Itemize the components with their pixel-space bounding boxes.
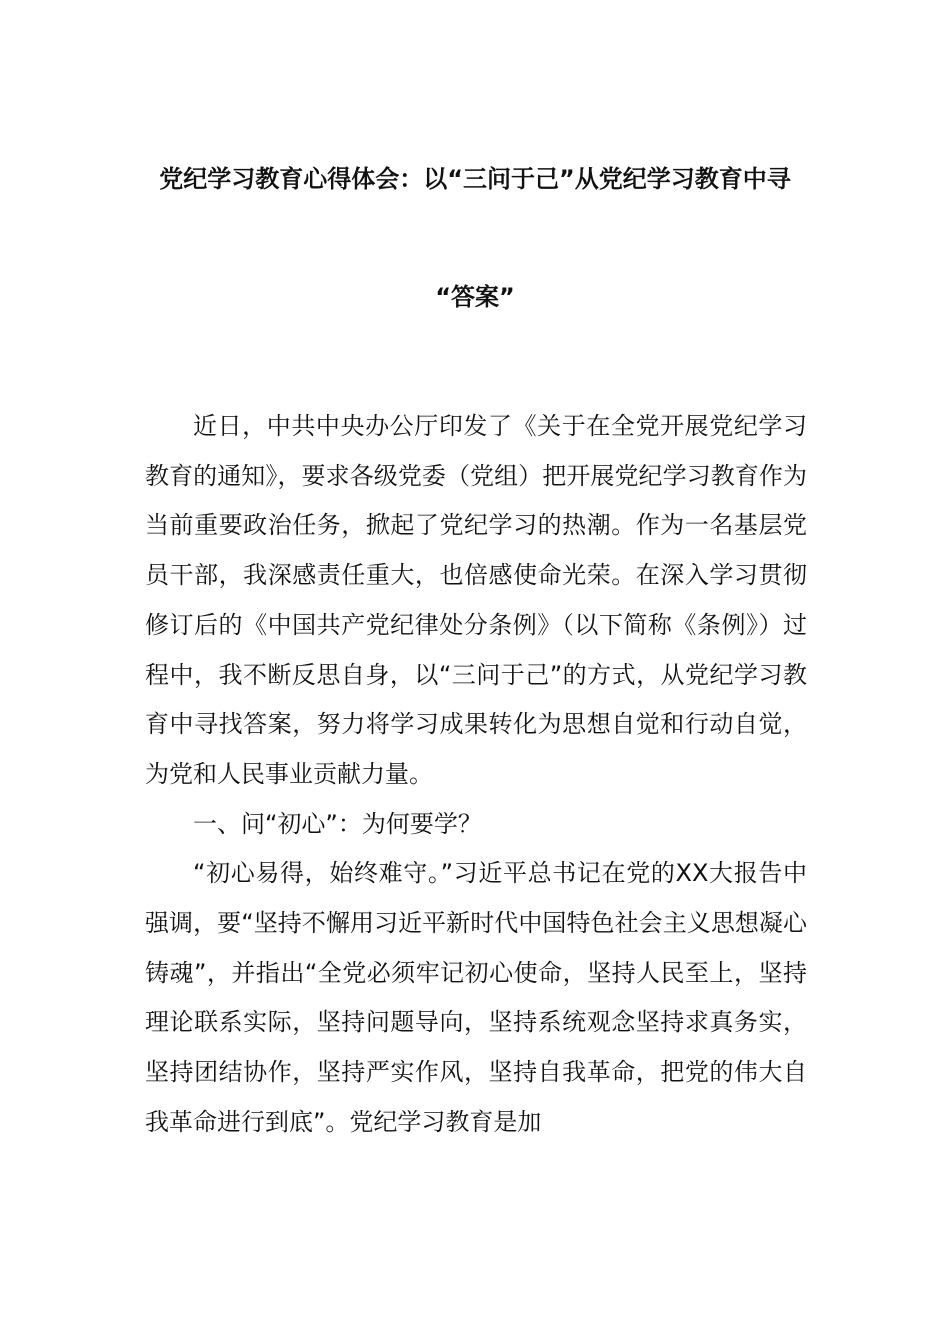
paragraph-intro: 近日，中共中央办公厅印发了《关于在全党开展党纪学习教育的通知》，要求各级党委（党组）把开展党纪学习教育作为当前重要政治任务，掀起了党纪学习的热潮。作为一名基层党员干部，我深感责任重大，也倍感使命光荣。在深入学习贯彻修订后的《中国共产党纪律处分条例》（以下简称《条例》）过程中，我不断反思自身，以“三问于己”的方式，从党纪学习教育中寻找答案，努力将学习成果转化为思想自觉和行动自觉，为党和人民事业贡献力量。: [145, 412, 807, 788]
section-heading-1: 一、问“初心”：为何要学？: [193, 809, 482, 838]
document-title-line-2: “答案”: [435, 283, 515, 311]
paragraph-section-1: “初心易得，始终难守。”习近平总书记在党的XX大报告中强调，要“坚持不懈用习近平新时代中国特色社会主义思想凝心铸魂”，并指出“全党必须牢记初心使命，坚持人民至上，坚持理论联系实际，坚持问题导向，坚持系统观念坚持求真务实，坚持团结协作，坚持严实作风，坚持自我革命，把党的伟大自我革命进行到底”。党纪学习教育是加: [145, 859, 807, 1136]
document-title-line-1: 党纪学习教育心得体会：以“三问于己”从党纪学习教育中寻: [159, 165, 791, 193]
document-body: [145, 402, 807, 1148]
